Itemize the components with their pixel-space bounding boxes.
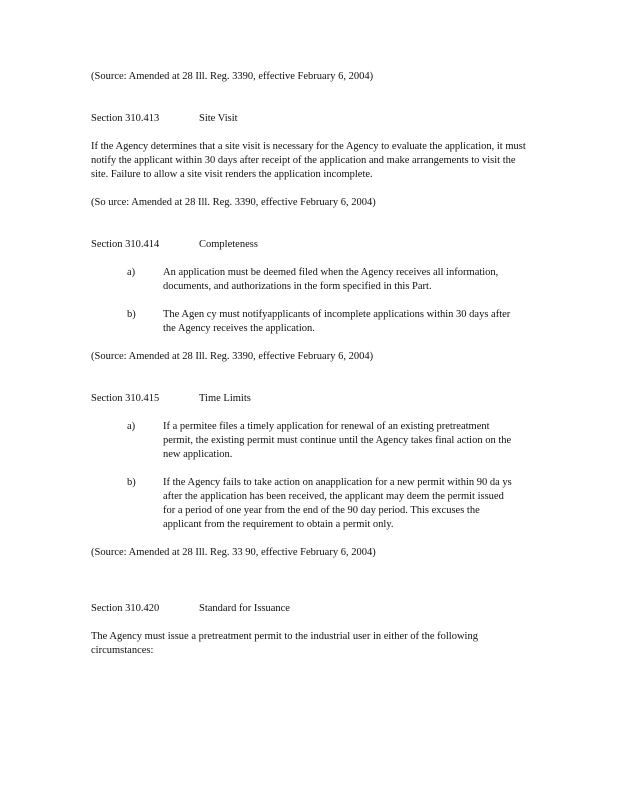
- source-note-2: (So urce: Amended at 28 Ill. Reg. 3390, effective February 6, 2004): [91, 197, 376, 208]
- section-number: Section 310.420: [91, 603, 160, 614]
- list-item: [91, 476, 531, 532]
- list-item-label: a): [127, 421, 136, 432]
- list-item-text: If a permitee files a timely application for renewal of an existing pretreatment permit, the existing permit must continue until the Agency takes final action on the new application.: [163, 421, 512, 460]
- section-title: Standard for Issuance: [199, 603, 290, 614]
- paragraph-standard-issuance: The Agency must issue a pretreatment permit to the industrial user in either of the following circumstances:: [91, 631, 478, 656]
- section-heading-310-413: [91, 112, 531, 126]
- section-heading-310-414: [91, 238, 531, 252]
- list-item-text: The Agen cy must notifyapplicants of incomplete applications within 30 days after the Agency receives the application.: [163, 309, 511, 334]
- section-heading-310-415: [91, 392, 531, 406]
- list-item: [91, 420, 531, 462]
- list-item-label: b): [127, 309, 136, 320]
- list-item: [91, 308, 531, 336]
- list-item-label: a): [127, 267, 136, 278]
- section-title: Site Visit: [199, 113, 238, 124]
- source-note-1: (Source: Amended at 28 Ill. Reg. 3390, effective February 6, 2004): [91, 71, 374, 82]
- list-item-label: b): [127, 477, 136, 488]
- list-item: [91, 266, 531, 294]
- source-note-4: (Source: Amended at 28 Ill. Reg. 33 90, effective February 6, 2004): [91, 547, 376, 558]
- list-item-text: If the Agency fails to take action on anapplication for a new permit within 90 da ys after the application has been received, the applicant may deem the permit issued for a period of one year from the end of the 90 day period. This excuses the applicant from the requirement to obtain a permit only.: [163, 477, 512, 530]
- paragraph-site-visit: If the Agency determines that a site visit is necessary for the Agency to evaluate the application, it must notify the applicant within 30 days after receipt of the application and make arrangements to visit the site. Failure to allow a site visit renders the application incomplete.: [91, 141, 526, 180]
- document-page: [91, 70, 531, 658]
- section-number: Section 310.414: [91, 239, 160, 250]
- section-title: Completeness: [199, 239, 258, 250]
- list-item-text: An application must be deemed filed when the Agency receives all information, documents, and authorizations in the form specified in this Part.: [163, 267, 499, 292]
- section-number: Section 310.413: [91, 113, 160, 124]
- section-number: Section 310.415: [91, 393, 160, 404]
- source-note-3: (Source: Amended at 28 Ill. Reg. 3390, effective February 6, 2004): [91, 351, 374, 362]
- section-title: Time Limits: [199, 393, 251, 404]
- section-heading-310-420: [91, 602, 531, 616]
